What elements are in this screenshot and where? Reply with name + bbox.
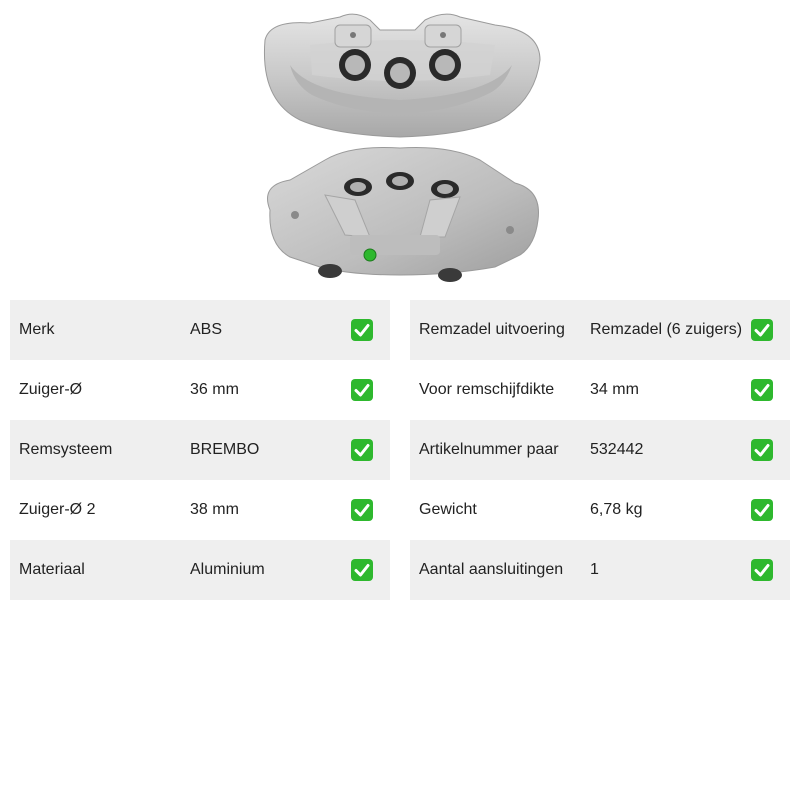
check-mark-icon (750, 378, 774, 402)
spec-row (10, 360, 390, 420)
check-mark-icon (750, 498, 774, 522)
spec-value: 34 mm (590, 381, 639, 398)
check-mark-icon (350, 558, 374, 582)
spec-value: 1 (590, 561, 599, 578)
spec-value: Aluminium (190, 561, 265, 578)
spec-value: BREMBO (190, 441, 260, 458)
check-mark-icon (750, 438, 774, 462)
spec-label: Gewicht (419, 501, 477, 518)
check-mark-icon (350, 438, 374, 462)
spec-label: Remsysteem (19, 441, 113, 458)
spec-value: ABS (190, 321, 223, 338)
specs-table-left (10, 300, 390, 600)
spec-label: Artikelnummer paar (419, 441, 559, 458)
spec-row (10, 480, 390, 540)
product-image (250, 5, 550, 290)
spec-value: 532442 (590, 441, 644, 458)
spec-label: Voor remschijfdikte (419, 381, 555, 398)
spec-label: Aantal aansluitingen (419, 561, 564, 578)
spec-value: Remzadel (6 zuigers) (590, 321, 743, 338)
spec-row (410, 300, 790, 360)
spec-row (10, 420, 390, 480)
specs-table-right (410, 300, 790, 600)
spec-label: Materiaal (19, 561, 85, 578)
spec-row (10, 300, 390, 360)
caliper-side-view (268, 148, 539, 283)
spec-label: Zuiger-Ø 2 (19, 501, 96, 518)
check-mark-icon (750, 558, 774, 582)
check-mark-icon (350, 378, 374, 402)
check-mark-icon (350, 318, 374, 342)
spec-value: 6,78 kg (590, 501, 643, 518)
brake-caliper-pair-image (250, 5, 550, 290)
spec-row (410, 480, 790, 540)
check-mark-icon (750, 318, 774, 342)
spec-row (410, 540, 790, 600)
spec-label: Merk (19, 321, 55, 338)
caliper-top-view (264, 14, 540, 137)
spec-label: Zuiger-Ø (19, 381, 83, 398)
spec-value: 38 mm (190, 501, 239, 518)
spec-row (10, 540, 390, 600)
spec-value: 36 mm (190, 381, 239, 398)
spec-row (410, 360, 790, 420)
spec-row (410, 420, 790, 480)
spec-label: Remzadel uitvoering (419, 321, 565, 338)
check-mark-icon (350, 498, 374, 522)
